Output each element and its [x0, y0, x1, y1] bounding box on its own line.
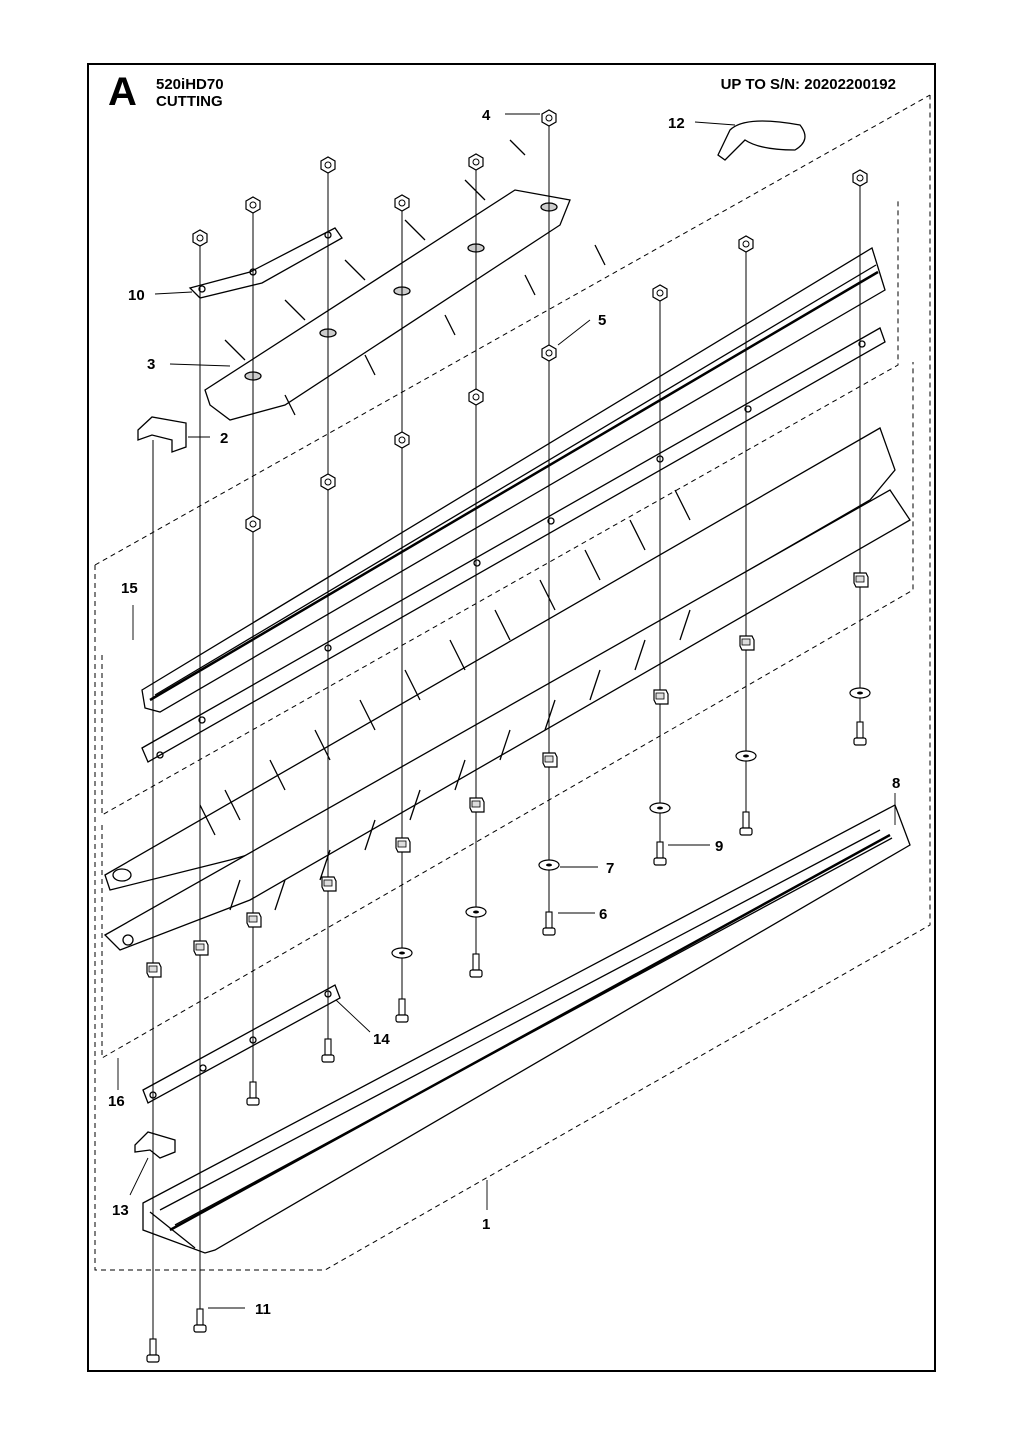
callout-8: 8 — [892, 775, 901, 792]
serial-range: UP TO S/N: 20202200192 — [720, 76, 896, 93]
callout-13: 13 — [112, 1202, 129, 1219]
callout-9: 9 — [715, 838, 724, 855]
callout-16: 16 — [108, 1093, 125, 1110]
callout-4: 4 — [482, 107, 491, 124]
plate-10 — [190, 228, 342, 298]
callout-14: 14 — [373, 1031, 390, 1048]
callout-7: 7 — [606, 860, 615, 877]
callout-12: 12 — [668, 115, 685, 132]
callout-6: 6 — [599, 906, 608, 923]
section-letter: A — [108, 70, 137, 114]
callout-10: 10 — [128, 287, 145, 304]
clip-2 — [138, 417, 186, 452]
plate-14 — [143, 985, 340, 1103]
callout-5: 5 — [598, 312, 607, 329]
callout-1: 1 — [482, 1216, 491, 1233]
callout-2: 2 — [220, 430, 229, 447]
callout-11: 11 — [255, 1301, 271, 1318]
callout-15: 15 — [121, 580, 138, 597]
diagram-title: CUTTING — [156, 93, 223, 110]
model-name: 520iHD70 — [156, 76, 224, 93]
clip-13 — [135, 1132, 175, 1158]
key-12 — [718, 121, 805, 160]
callout-3: 3 — [147, 356, 156, 373]
